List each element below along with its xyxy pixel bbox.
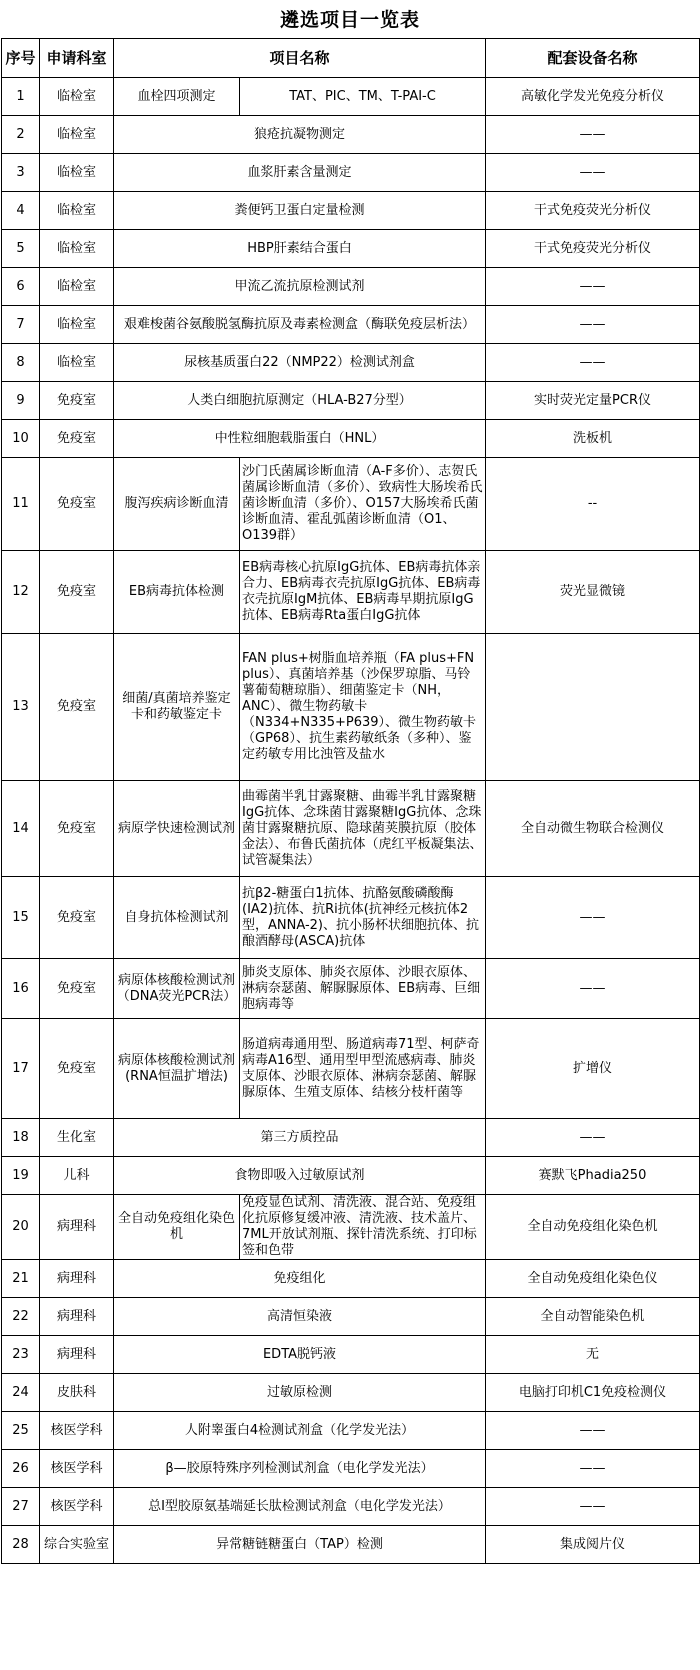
row-project-detail: 肠道病毒通用型、肠道病毒71型、柯萨奇病毒A16型、通用型甲型流感病毒、肺炎支原体、沙眼衣原体、淋病奈瑟菌、解脲脲原体、生殖支原体、结核分枝杆菌等 bbox=[240, 1019, 486, 1119]
table-row bbox=[2, 1019, 700, 1119]
row-department: 临检室 bbox=[40, 344, 114, 382]
row-number: 7 bbox=[2, 306, 40, 344]
row-project-name: EDTA脱钙液 bbox=[114, 1336, 486, 1374]
table-row bbox=[2, 78, 700, 116]
header-no: 序号 bbox=[2, 39, 40, 78]
row-project-name: 人附睾蛋白4检测试剂盒（化学发光法） bbox=[114, 1412, 486, 1450]
row-number: 27 bbox=[2, 1488, 40, 1526]
row-department: 综合实验室 bbox=[40, 1526, 114, 1564]
row-number: 18 bbox=[2, 1119, 40, 1157]
row-project-name: 异常糖链糖蛋白（TAP）检测 bbox=[114, 1526, 486, 1564]
row-number: 17 bbox=[2, 1019, 40, 1119]
row-department: 免疫室 bbox=[40, 959, 114, 1019]
row-department: 核医学科 bbox=[40, 1488, 114, 1526]
row-equipment: 全自动微生物联合检测仪 bbox=[486, 781, 700, 877]
table-row bbox=[2, 1526, 700, 1564]
row-department: 免疫室 bbox=[40, 1019, 114, 1119]
row-department: 免疫室 bbox=[40, 382, 114, 420]
table-row bbox=[2, 154, 700, 192]
table-row bbox=[2, 382, 700, 420]
row-project-name: 狼疮抗凝物测定 bbox=[114, 116, 486, 154]
row-number: 6 bbox=[2, 268, 40, 306]
table-row bbox=[2, 116, 700, 154]
row-project-name: 甲流乙流抗原检测试剂 bbox=[114, 268, 486, 306]
row-project-name: 血浆肝素含量测定 bbox=[114, 154, 486, 192]
table-row bbox=[2, 551, 700, 634]
row-project-name: 尿核基质蛋白22（NMP22）检测试剂盒 bbox=[114, 344, 486, 382]
header-row bbox=[2, 39, 700, 78]
row-number: 21 bbox=[2, 1260, 40, 1298]
row-equipment: —— bbox=[486, 877, 700, 959]
table-row bbox=[2, 781, 700, 877]
row-equipment: 赛默飞Phadia250 bbox=[486, 1157, 700, 1195]
row-project-name: 中性粒细胞载脂蛋白（HNL） bbox=[114, 420, 486, 458]
row-equipment: 电脑打印机C1免疫检测仪 bbox=[486, 1374, 700, 1412]
row-equipment: 无 bbox=[486, 1336, 700, 1374]
row-project-name: 病原体核酸检测试剂（DNA荧光PCR法） bbox=[114, 959, 240, 1019]
table-row bbox=[2, 1195, 700, 1260]
row-equipment: —— bbox=[486, 959, 700, 1019]
row-project-name: 总Ⅰ型胶原氨基端延长肽检测试剂盒（电化学发光法） bbox=[114, 1488, 486, 1526]
table-row bbox=[2, 268, 700, 306]
row-number: 1 bbox=[2, 78, 40, 116]
row-department: 免疫室 bbox=[40, 877, 114, 959]
row-project-detail: 肺炎支原体、肺炎衣原体、沙眼衣原体、淋病奈瑟菌、解脲脲原体、EB病毒、巨细胞病毒等 bbox=[240, 959, 486, 1019]
table-row bbox=[2, 306, 700, 344]
table-row bbox=[2, 230, 700, 268]
table-row bbox=[2, 192, 700, 230]
row-project-name: 病原体核酸检测试剂(RNA恒温扩增法) bbox=[114, 1019, 240, 1119]
row-equipment: —— bbox=[486, 1412, 700, 1450]
selection-table bbox=[1, 38, 700, 1564]
row-number: 10 bbox=[2, 420, 40, 458]
row-department: 病理科 bbox=[40, 1260, 114, 1298]
row-project-name: β—胶原特殊序列检测试剂盒（电化学发光法） bbox=[114, 1450, 486, 1488]
row-equipment: 荧光显微镜 bbox=[486, 551, 700, 634]
row-project-name: 细菌/真菌培养鉴定卡和药敏鉴定卡 bbox=[114, 634, 240, 781]
row-project-name: 粪便钙卫蛋白定量检测 bbox=[114, 192, 486, 230]
row-equipment: —— bbox=[486, 154, 700, 192]
row-number: 4 bbox=[2, 192, 40, 230]
row-project-detail: 曲霉菌半乳甘露聚糖、曲霉半乳甘露聚糖IgG抗体、念珠菌甘露聚糖IgG抗体、念珠菌甘露聚糖抗原、隐球菌荚膜抗原（胶体金法）、布鲁氏菌抗体（虎红平板凝集法、试管凝集法） bbox=[240, 781, 486, 877]
table-row bbox=[2, 1412, 700, 1450]
row-equipment: —— bbox=[486, 116, 700, 154]
row-equipment bbox=[486, 634, 700, 781]
table-row bbox=[2, 1260, 700, 1298]
row-equipment: —— bbox=[486, 1119, 700, 1157]
row-department: 免疫室 bbox=[40, 420, 114, 458]
row-department: 核医学科 bbox=[40, 1412, 114, 1450]
row-equipment: 干式免疫荧光分析仪 bbox=[486, 192, 700, 230]
row-equipment: 全自动智能染色机 bbox=[486, 1298, 700, 1336]
row-project-name: 免疫组化 bbox=[114, 1260, 486, 1298]
row-department: 临检室 bbox=[40, 306, 114, 344]
row-number: 19 bbox=[2, 1157, 40, 1195]
row-project-name: 过敏原检测 bbox=[114, 1374, 486, 1412]
row-project-detail: FAN plus+树脂血培养瓶（FA plus+FN plus）、真菌培养基（沙保罗琼脂、马铃薯葡萄糖琼脂）、细菌鉴定卡（NH，ANC）、微生物药敏卡（N334+N335+P639）、微生物药敏卡（GP68）、抗生素药敏纸条（多种）、鉴定药敏专用比浊管及盐水 bbox=[240, 634, 486, 781]
table-row bbox=[2, 1298, 700, 1336]
row-equipment: —— bbox=[486, 306, 700, 344]
row-number: 23 bbox=[2, 1336, 40, 1374]
table-row bbox=[2, 1119, 700, 1157]
row-project-name: 人类白细胞抗原测定（HLA-B27分型） bbox=[114, 382, 486, 420]
row-number: 12 bbox=[2, 551, 40, 634]
row-project-name: EB病毒抗体检测 bbox=[114, 551, 240, 634]
row-number: 24 bbox=[2, 1374, 40, 1412]
table-row bbox=[2, 634, 700, 781]
row-project-name: 食物即吸入过敏原试剂 bbox=[114, 1157, 486, 1195]
row-department: 临检室 bbox=[40, 268, 114, 306]
row-department: 核医学科 bbox=[40, 1450, 114, 1488]
row-project-detail: 抗β2-糖蛋白1抗体、抗酪氨酸磷酸酶(IA2)抗体、抗Ri抗体(抗神经元核抗体2型，ANNA-2)、抗小肠杯状细胞抗体、抗酿酒酵母(ASCA)抗体 bbox=[240, 877, 486, 959]
row-project-name: 第三方质控品 bbox=[114, 1119, 486, 1157]
row-equipment: 干式免疫荧光分析仪 bbox=[486, 230, 700, 268]
row-equipment: 全自动免疫组化染色机 bbox=[486, 1195, 700, 1260]
row-department: 临检室 bbox=[40, 78, 114, 116]
row-project-detail: 沙门氏菌属诊断血清（A-F多价）、志贺氏菌属诊断血清（多价）、致病性大肠埃希氏菌诊断血清（多价）、O157大肠埃希氏菌诊断血清、霍乱弧菌诊断血清（O1、O139群） bbox=[240, 458, 486, 551]
row-equipment: 高敏化学发光免疫分析仪 bbox=[486, 78, 700, 116]
row-equipment: 全自动免疫组化染色仪 bbox=[486, 1260, 700, 1298]
table-row bbox=[2, 1374, 700, 1412]
row-equipment: 洗板机 bbox=[486, 420, 700, 458]
row-project-detail: 免疫显色试剂、清洗液、混合站、免疫组化抗原修复缓冲液、清洗液、技术盖片、7ML开放试剂瓶、探针清洗系统、打印标签和色带 bbox=[240, 1195, 486, 1260]
row-department: 病理科 bbox=[40, 1298, 114, 1336]
row-equipment: —— bbox=[486, 344, 700, 382]
row-project-detail: TAT、PIC、TM、T-PAI-C bbox=[240, 78, 486, 116]
row-number: 2 bbox=[2, 116, 40, 154]
row-number: 16 bbox=[2, 959, 40, 1019]
row-department: 临检室 bbox=[40, 154, 114, 192]
row-equipment: 实时荧光定量PCR仪 bbox=[486, 382, 700, 420]
row-project-name: 病原学快速检测试剂 bbox=[114, 781, 240, 877]
row-number: 15 bbox=[2, 877, 40, 959]
row-department: 生化室 bbox=[40, 1119, 114, 1157]
table-row bbox=[2, 1336, 700, 1374]
header-project: 项目名称 bbox=[114, 39, 486, 78]
table-row bbox=[2, 1488, 700, 1526]
row-number: 14 bbox=[2, 781, 40, 877]
table-row bbox=[2, 420, 700, 458]
header-equipment: 配套设备名称 bbox=[486, 39, 700, 78]
row-project-name: 全自动免疫组化染色机 bbox=[114, 1195, 240, 1260]
row-department: 免疫室 bbox=[40, 634, 114, 781]
row-project-name: 高清恒染液 bbox=[114, 1298, 486, 1336]
row-department: 临检室 bbox=[40, 192, 114, 230]
row-department: 临检室 bbox=[40, 116, 114, 154]
row-number: 3 bbox=[2, 154, 40, 192]
row-number: 26 bbox=[2, 1450, 40, 1488]
table-row bbox=[2, 959, 700, 1019]
row-number: 28 bbox=[2, 1526, 40, 1564]
table-row bbox=[2, 1450, 700, 1488]
page-title: 遴选项目一览表 bbox=[279, 9, 420, 31]
row-number: 13 bbox=[2, 634, 40, 781]
row-equipment: -- bbox=[486, 458, 700, 551]
row-project-name: 血栓四项测定 bbox=[114, 78, 240, 116]
row-department: 免疫室 bbox=[40, 458, 114, 551]
row-project-name: 自身抗体检测试剂 bbox=[114, 877, 240, 959]
table-row bbox=[2, 877, 700, 959]
header-dept: 申请科室 bbox=[40, 39, 114, 78]
table-row bbox=[2, 1157, 700, 1195]
row-department: 免疫室 bbox=[40, 551, 114, 634]
row-number: 25 bbox=[2, 1412, 40, 1450]
row-project-name: HBP肝素结合蛋白 bbox=[114, 230, 486, 268]
row-department: 皮肤科 bbox=[40, 1374, 114, 1412]
row-department: 病理科 bbox=[40, 1336, 114, 1374]
row-project-name: 腹泻疾病诊断血清 bbox=[114, 458, 240, 551]
row-equipment: 扩增仪 bbox=[486, 1019, 700, 1119]
row-department: 儿科 bbox=[40, 1157, 114, 1195]
row-number: 5 bbox=[2, 230, 40, 268]
row-equipment: 集成阅片仪 bbox=[486, 1526, 700, 1564]
row-number: 20 bbox=[2, 1195, 40, 1260]
row-number: 8 bbox=[2, 344, 40, 382]
row-department: 临检室 bbox=[40, 230, 114, 268]
row-number: 22 bbox=[2, 1298, 40, 1336]
table-body bbox=[2, 78, 700, 1564]
row-equipment: —— bbox=[486, 268, 700, 306]
row-equipment: —— bbox=[486, 1488, 700, 1526]
row-number: 9 bbox=[2, 382, 40, 420]
row-number: 11 bbox=[2, 458, 40, 551]
table-row bbox=[2, 458, 700, 551]
row-project-detail: EB病毒核心抗原IgG抗体、EB病毒抗体亲合力、EB病毒衣壳抗原IgG抗体、EB病毒衣壳抗原IgM抗体、EB病毒早期抗原IgG抗体、EB病毒Rta蛋白IgG抗体 bbox=[240, 551, 486, 634]
row-department: 免疫室 bbox=[40, 781, 114, 877]
table-row bbox=[2, 344, 700, 382]
row-project-name: 艰难梭菌谷氨酸脱氢酶抗原及毒素检测盒（酶联免疫层析法） bbox=[114, 306, 486, 344]
row-equipment: —— bbox=[486, 1450, 700, 1488]
row-department: 病理科 bbox=[40, 1195, 114, 1260]
